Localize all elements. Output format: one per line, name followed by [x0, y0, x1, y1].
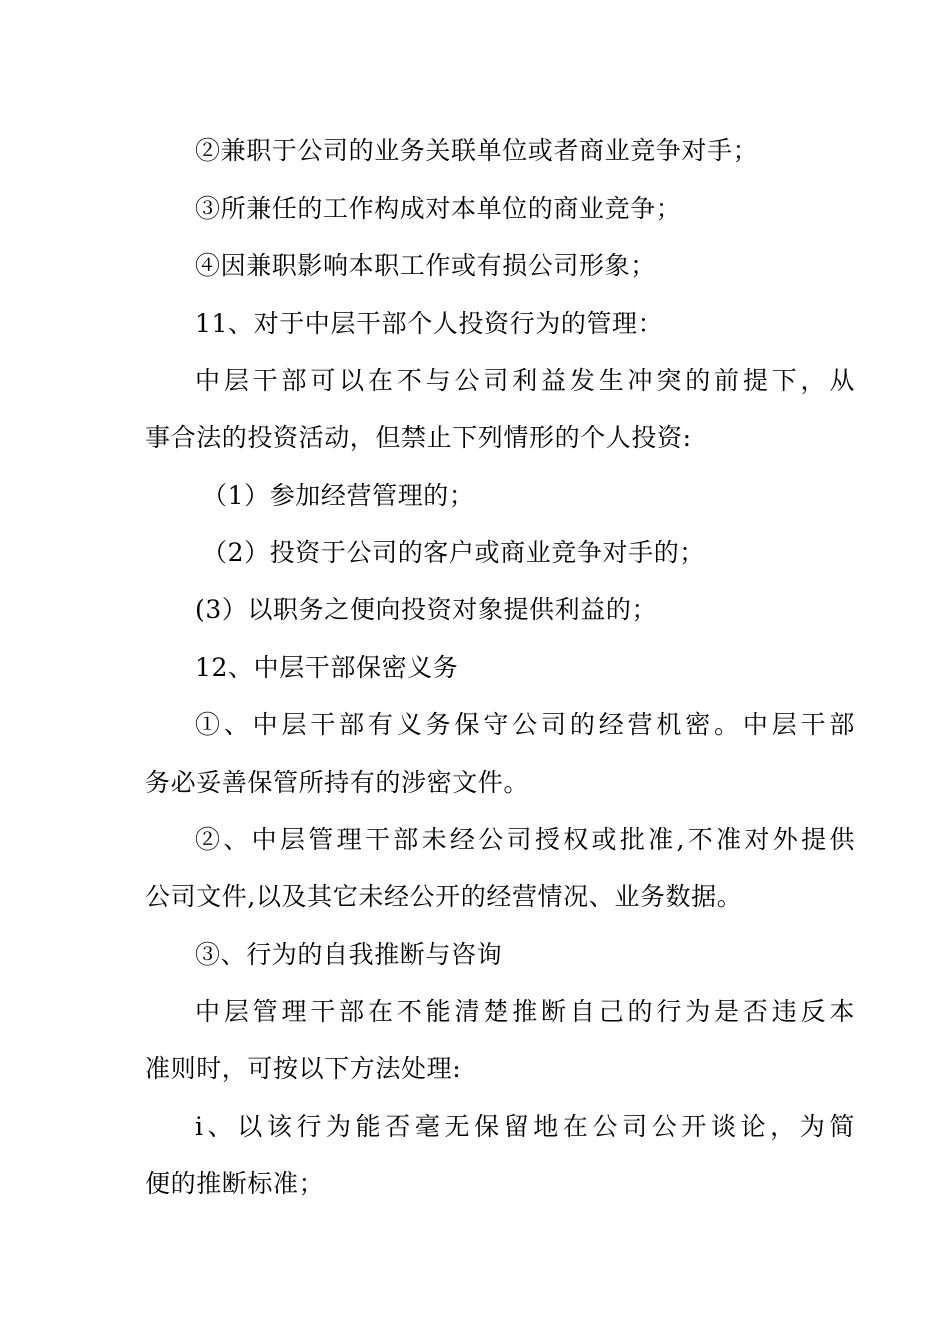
paragraph-line: ⅰ、以该行为能否毫无保留地在公司公开谈论，为简 [195, 1112, 855, 1141]
paragraph-line: 中层干部可以在不与公司利益发生冲突的前提下，从 [195, 366, 855, 395]
paragraph-line: 公司文件,以及其它未经公开的经营情况、业务数据。 [145, 882, 743, 911]
paragraph-line: 中层管理干部在不能清楚推断自己的行为是否违反本 [195, 997, 855, 1026]
list-item: (3）以职务之便向投资对象提供利益的； [195, 595, 658, 624]
paragraph-line: 便的推断标准； [145, 1169, 325, 1198]
section-heading: 12、中层干部保密义务 [195, 653, 459, 682]
paragraph-line: ②兼职于公司的业务关联单位或者商业竞争对手； [195, 136, 759, 165]
paragraph-line: ③所兼任的工作构成对本单位的商业竞争； [195, 194, 682, 223]
paragraph-line: ①、中层干部有义务保守公司的经营机密。中层干部 [195, 710, 855, 739]
list-item: （1）参加经营管理的； [202, 481, 475, 510]
paragraph-line: 准则时，可按以下方法处理: [145, 1054, 462, 1083]
paragraph-line: 事合法的投资活动，但禁止下列情形的个人投资: [145, 423, 692, 452]
paragraph-line: ②、中层管理干部未经公司授权或批准,不准对外提供 [195, 825, 855, 854]
paragraph-line: ④因兼职影响本职工作或有损公司形象； [195, 251, 656, 280]
paragraph-line: 务必妥善保管所持有的涉密文件。 [145, 768, 530, 797]
list-item: （2）投资于公司的客户或商业竞争对手的； [202, 538, 705, 567]
section-heading: 11、对于中层干部个人投资行为的管理： [195, 309, 664, 338]
paragraph-line: ③、行为的自我推断与咨询 [195, 940, 503, 969]
